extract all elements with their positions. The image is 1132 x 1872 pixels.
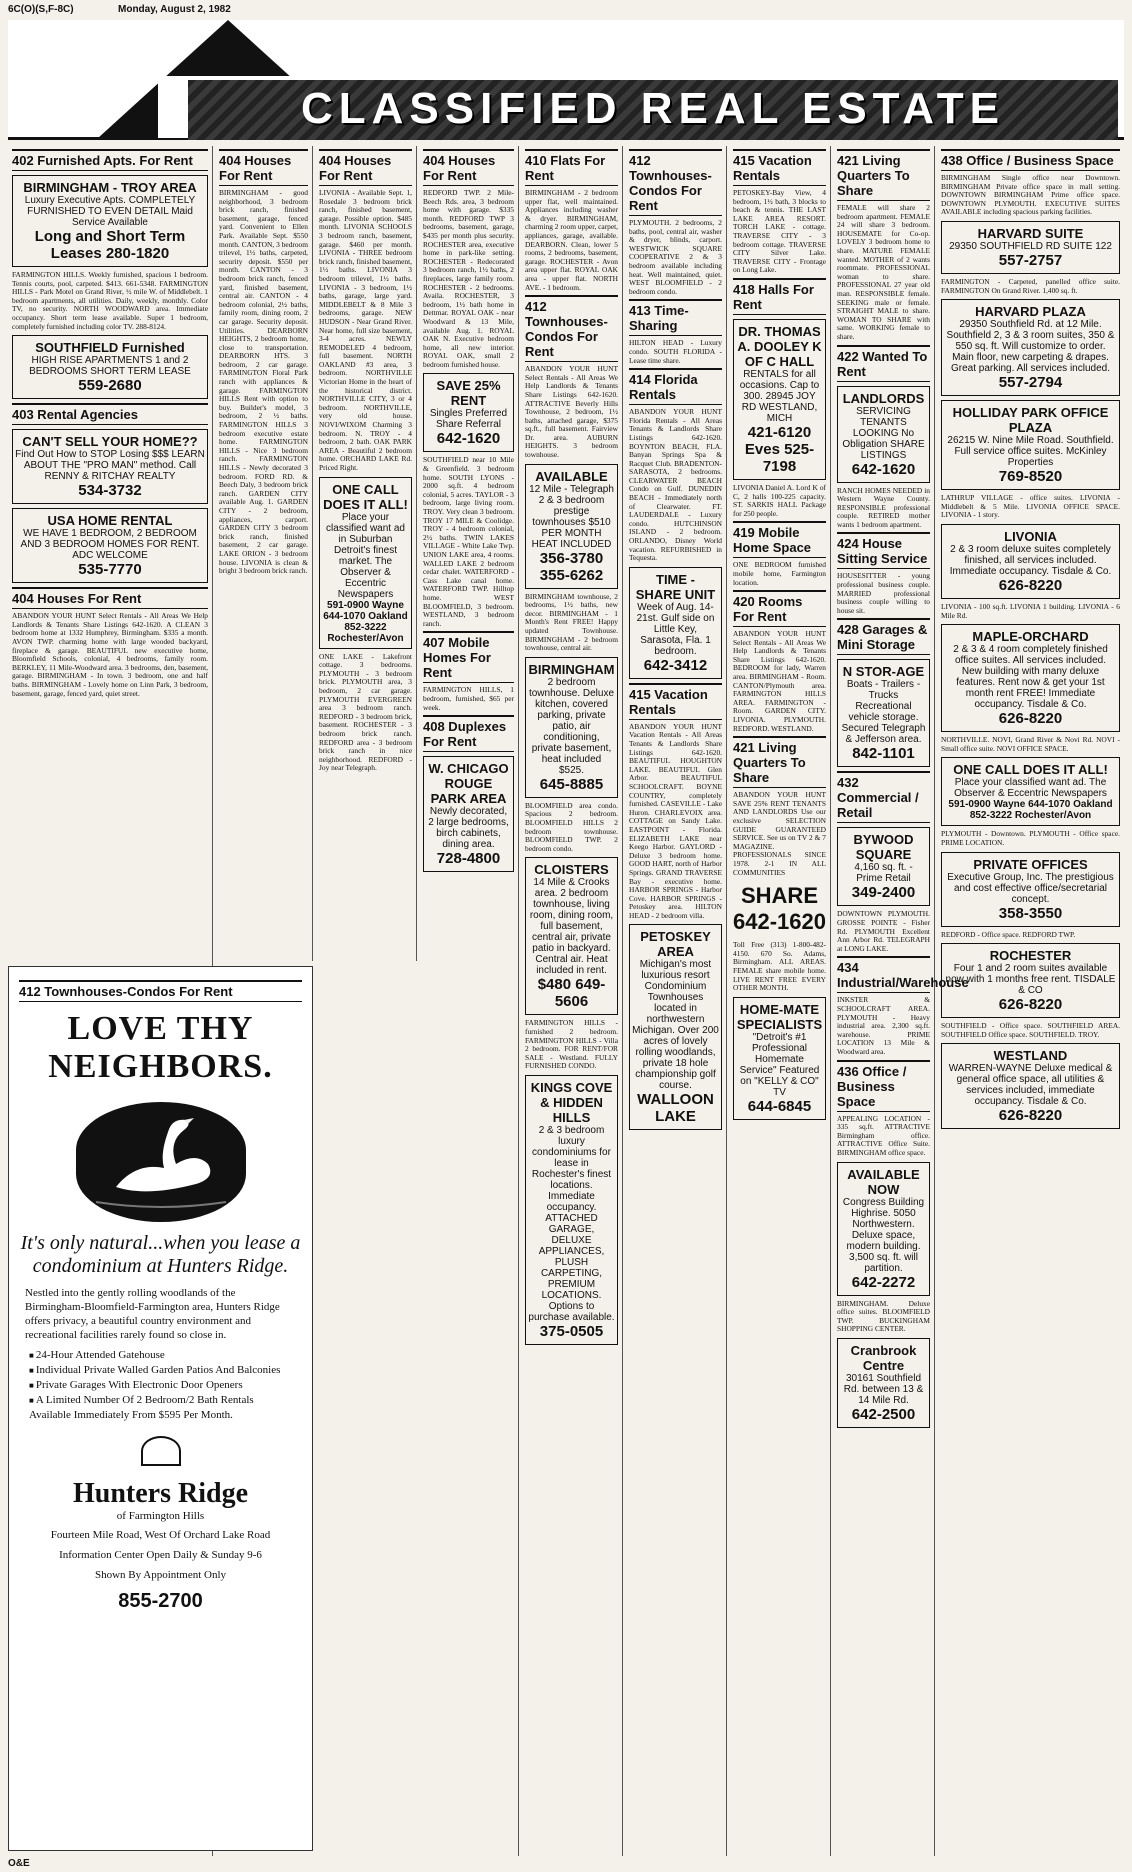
page-header [8,4,1124,18]
display-ad: Cranbrook Centre 30161 Southfield Rd. between 13 & 14 Mile Rd. 642-2500 [837,1338,930,1428]
section-heading: 403 Rental Agencies [12,403,208,425]
column-4 [419,146,519,1856]
display-ad: MAPLE-ORCHARD 2 & 3 & 4 room completely finished office suites. All services included. New building with many deluxe features. Rent now & get your 1st month rent FREE! Immediate occupancy. Tisdale & Co. 626-8220 [941,624,1120,732]
section-title: CLASSIFIED REAL ESTATE [300,84,1006,133]
swan-illustration [76,1102,246,1222]
masthead [8,20,1124,140]
section-heading: 424 House Sitting Service [837,532,930,569]
section-heading: 408 Duplexes For Rent [423,715,514,752]
classified-listings: APPEALING LOCATION - 335 sq.ft. ATTRACTIVE Birmingham office. ATTRACTIVE Office Suite. BIRMINGHAM office space. [837,1113,930,1157]
section-heading: 407 Mobile Homes For Rent [423,631,514,683]
column-7 [729,146,831,1856]
classified-listings: ABANDON YOUR HUNT Select Rentals - All Areas We Help Landlords & Tenants Share Listings 642-1620. ATTRACTIVE Beverly Hills Townhouse, 2 bedroom, 1½ baths, attached garage, $375 sq.ft., full basement. Fairview Dr. area. AUBURN HEIGHTS. 3 bedroom townhouse. [525,364,618,460]
list-item: ■ A Limited Number Of 2 Bedroom/2 Bath Rentals Available Immediately From $595 Per Month. [29,1393,292,1422]
classified-listings: BIRMINGHAM - 2 bedroom upper flat, well maintained. Appliances including washer & dryer. BIRMINGHAM, charming 2 room upper, carpet, appliances, garage, available. DEARBORN. Clean, lower 5 rooms, 2 bedrooms, basement, garage. ROCHESTER - Avon area upper flat. ROYAL OAK area - upper flat. NORTH AVE. - 1 bedroom. [525,188,618,292]
ad-address: Fourteen Mile Road, West Of Orchard Lake Road [50,1529,271,1541]
classified-listings: RANCH HOMES NEEDED in Western Wayne County. RESPONSIBLE professional couple. RETIRED mother wants 1 bedroom apartment. [837,485,930,529]
section-heading: 404 Houses For Rent [219,149,308,186]
display-ad: CAN'T SELL YOUR HOME?? Find Out How to STOP Losing $$$ LEARN ABOUT THE "PRO MAN" method. Call RENNY & RITCHAY REALTY 534-3732 [12,429,208,504]
display-ad: W. CHICAGO ROUGE PARK AREA Newly decorated, 2 large bedrooms, birch cabinets, dining area. 728-4800 [423,756,514,872]
classified-listings: PLYMOUTH. 2 bedrooms, 2 baths, pool, central air, washer & dryer, blinds, carport. WESTWICK SQUARE COOPERATIVE 2 & 3 bedroom available including heat. Well maintained, quiet. WEST BLOOMFIELD - 2 bedroom condo. [629,218,722,296]
ad-body: Nestled into the gently rolling woodlands of the Birmingham-Bloomfield-Farmington area, Hunters Ridge offers privacy, a beautiful country environment and recreational facilities rarely found so close in. [25,1287,280,1341]
display-ad: CLOISTERS 14 Mile & Crooks area. 2 bedroom townhouse, living room, dining room, full basement, central air, private patio in backyard. Central air. Heat included in rent. $480 649-5606 [525,857,618,1015]
section-heading: 432 Commercial / Retail [837,771,930,823]
section-heading: 421 Living Quarters To Share [733,736,826,788]
classified-listings: HOUSESITTER - young professional business couple. MARRIED professional business couple willing to house sit. [837,571,930,615]
section-heading: 434 Industrial/Warehouse [837,956,930,993]
section-heading: 404 Houses For Rent [319,149,412,186]
classified-listings: LIVONIA Daniel A. Lord K of C, 2 halls 100-225 capacity. ST. SARKIS HALL Package for 250 people. [733,482,826,518]
display-ad: AVAILABLE 12 Mile - Telegraph 2 & 3 bedroom prestige townhouses $510 PER MONTH HEAT INCLUDED 356-3780 355-6262 [525,464,618,589]
classified-listings: ABANDON YOUR HUNT Vacation Rentals - All Areas Tenants & Landlords Share Listings 642-1620. BEAUTIFUL HOUGHTON LAKE. BEAUTIFUL Glen Arbor. BEAUTIFUL SCHOOLCRAFT. BOYNE COUNTRY, completely furnished. CASEVILLE - Lake Huron. CHARLEVOIX area. COTTAGE on Sandy Lake. EASTPOINT - Florida. ELIZABETH LAKE near Keego Harbor. GAYLORD - Deluxe 3 bedroom home. GOOD HART, north of Harbor Springs. GRAND TRAVERSE Bay - executive home. HARBOR SPRINGS - Harbor Cove. HARBOR SPRINGS - Petoskey area. HILTON HEAD - 2 bedroom villa. [629,721,722,920]
classified-listings: LATHRUP VILLAGE - office suites. LIVONIA - Middlebelt & 5 Mile. LIVONIA OFFICE SPACE. LIVONIA - 1 story. [941,493,1120,520]
section-heading: 419 Mobile Home Space [733,521,826,558]
column-8 [833,146,969,1856]
display-ad: DR. THOMAS A. DOOLEY K OF C HALL RENTALS for all occasions. Cap to 300. 28945 JOY RD WESTLAND, MICH 421-6120 Eves 525-7198 [733,319,826,480]
column-5 [521,146,623,1856]
display-ad: PRIVATE OFFICES Executive Group, Inc. The prestigious and cost effective office/secretarial concept. 358-3550 [941,852,1120,927]
display-ad: TIME - SHARE UNIT Week of Aug. 14-21st. Gulf side on Little Key, Sarasota, Fla. 1 bedroom. 642-3412 [629,567,722,679]
hunters-ridge-display-ad [8,966,313,1851]
display-ad: ONE CALL DOES IT ALL! Place your classified want ad. The Observer & Eccentric Newspapers 591-0900 Wayne 644-1070 Oakland 852-3222 Rochester/Avon [941,757,1120,826]
classified-listings: REDFORD TWP. 2 Mile-Beech Rds. area, 3 bedroom home with garage. $335 month. REDFORD TWP 3 bedrooms, basement, garage, $435 per month plus security. ROCHESTER area, executive home in park-like setting. ROCHESTER - Redecorated 3 bedroom ranch, 1½ baths, 2 fireplaces, large family room. ROCHESTER - 2 bedrooms. Availa. ROCHESTER, 3 bedroom, 1½ bath home in Dettmar. ROYAL OAK - near Woodward & 13 Mile, available Aug. 1. ROYAL OAK N. Executive bedroom home, all new interior. ROYAL OAK, small 2 bedroom furnished house. [423,188,514,369]
ad-appointment: Shown By Appointment Only [94,1569,227,1581]
section-banner [188,80,1118,140]
classified-listings: ABANDON YOUR HUNT Select Rentals - All Areas We Help Landlords & Tenants Share Listings 642-1620. A CLEAN 3 bedroom home at 1332 Humphrey, Birmingham. $335 a month. AVON TWP. charming home with large wooded backyard, fireplace & garage. BEAUTIFUL new executive home, Bloomfield Schools, colonial, 4 bedrooms, family room. BERKLEY, 11 Mile-Woodward area. 3 bedrooms, den, basement, garage. BIRMINGHAM - In town. 3 bedroom, one and half baths. BIRMINGHAM - Lovely home on Linn Park, 3 bedroom, basement, garage, fenced yard, quiet street. [12,611,208,698]
display-ad: USA HOME RENTAL WE HAVE 1 BEDROOM, 2 BEDROOM AND 3 BEDROOM HOMES FOR RENT. ADC WELCOME 535-7770 [12,508,208,583]
column-2 [215,146,313,961]
section-heading: 413 Time-Sharing [629,299,722,336]
classified-listings: DOWNTOWN PLYMOUTH. GROSSE POINTE - Fisher Rd. PLYMOUTH Excellent Ann Arbor Rd. TELEGRAPH at LONG LAKE. [837,909,930,953]
section-heading: 414 Florida Rentals [629,368,722,405]
section-heading: 410 Flats For Rent [525,149,618,186]
section-heading: 402 Furnished Apts. For Rent [12,149,208,171]
section-heading: 404 Houses For Rent [12,587,208,609]
display-ad: HARVARD PLAZA 29350 Southfield Rd. at 12 Mile. Southfield 2, 3 & 3 room suites, 350 & 550 sq. ft. Will customize to order. Main floor, new carpeting & drapes. Great parking. All services included. 557-2794 [941,299,1120,396]
display-ad: HOME-MATE SPECIALISTS "Detroit's #1 Professional Homemate Service" Featured on "KELLY & CO" TV 644-6845 [733,997,826,1120]
column-9 [937,146,1124,1856]
brand-name: Hunters Ridge [73,1478,248,1509]
classified-listings: BLOOMFIELD area condo. Spacious 2 bedroom. BLOOMFIELD HILLS 2 bedroom townhouse. BLOOMFIELD TWP. 2 bedroom condo. [525,800,618,853]
classified-listings: ABANDON YOUR HUNT SAVE 25% RENT TENANTS AND LANDLORDS Use our exclusive SELECTION GUIDE GUARANTEED SERVICE. See us on TV 2 & 7 MAGAZINE. PROFESSIONALS SINCE 1978. 2-1 IN ALL COMMUNITIES [733,790,826,877]
share-phone-callout: SHARE 642-1620 [733,883,826,935]
ad-headline: LOVE THY NEIGHBORS. [48,1010,273,1085]
section-heading: 412 Townhouses-Condos For Rent [629,149,722,216]
display-ad: HOLLIDAY PARK OFFICE PLAZA 26215 W. Nine Mile Road. Southfield. Full service office suites. McKinley Properties 769-8520 [941,400,1120,490]
display-ad: LANDLORDS SERVICING TENANTS LOOKING No Obligation SHARE LISTINGS 642-1620 [837,386,930,483]
display-ad: AVAILABLE NOW Congress Building Highrise. 5050 Northwestern. Deluxe space, modern building. 3,500 sq. ft. will partition. 642-2272 [837,1162,930,1296]
classified-listings: LIVONIA - Available Sept. 1, Rosedale 3 bedroom brick ranch, finished basement, garage. Possible option. $485 month. LIVONIA SCHOOLS 3 bedroom ranch, basement, garage. $460 per month. LIVONIA - THREE bedroom brick ranch, finished basement, 1½ baths. LIVONIA 3 bedroom trilevel, 1½ baths. LIVONIA - 3 bedroom, 1½ baths, garage, large yard. MIDDLEBELT & 8 Mile 3 bedrooms, garage. NEW HUDSON - Near Grand River. Near home, full size basement, 3-4 acres. NEWLY REMODELED 4 bedroom, full basement. NORTH OAKLAND #3 area, 3 bedroom. NORTHVILLE Victorian Home in the heart of the historical district. NORTHVILLE CITY, 3 or 4 bedroom. NORTHVILLE, very old house. NOVI/WIXOM Charming 3 bedroom. N. TROY - 4 bedroom, 2 bath. OAK PARK AREA - Beautiful 2 bedroom home. ORCHARD LAKE Rd. Priced Right. [319,188,412,472]
classified-listings: PLYMOUTH - Downtown. PLYMOUTH - Office space. PRIME LOCATION. [941,829,1120,847]
classified-listings: PETOSKEY-Bay View, 4 bedroom, 1½ bath, 3 blocks to beach & tennis. THE LAST LAKE AREA RESORT. TORCH LAKE - cottage. TRAVERSE CITY - 3 bedroom cottage. TRAVERSE CITY Silver Lake. TRAVERSE CITY - Frontage on Long Lake. [733,188,826,275]
display-ad: ROCHESTER Four 1 and 2 room suites available now with 1 months free rent. TISDALE & CO 626-8220 [941,943,1120,1018]
column-6 [625,146,727,1856]
amenity-list [29,1348,292,1422]
ad-phone: 855-2700 [118,1590,203,1612]
display-ad: SOUTHFIELD Furnished HIGH RISE APARTMENTS 1 and 2 BEDROOMS SHORT TERM LEASE 559-2680 [12,335,208,399]
section-heading: 415 Vacation Rentals [733,149,826,186]
list-item: ■ 24-Hour Attended Gatehouse [29,1348,292,1363]
classified-listings: REDFORD - Office space. REDFORD TWP. [941,929,1076,939]
classified-listings: HILTON HEAD - Luxury condo. SOUTH FLORIDA - Lease time share. [629,338,722,365]
hunters-ridge-logo-icon [141,1436,181,1466]
classified-listings: BIRMINGHAM - good neighborhood, 3 bedroom brick ranch, finished basement, garage, fenced yard. Convenient to Ellen Park. Available Sept. $550 month. CANTON, 3 bedroom trilevel, 1½ baths, carpeted, security deposit. $550 per month. CANTON - 3 bedroom brick ranch, fenced yard, finished basement, central air. CANTON - 4 bedroom colonial, 2½ baths, family room, dining room, 2 car garage. Security deposit. Utilities. DEARBORN HEIGHTS, 2 bedroom home, close to transportation. DEARBORN HTS. 3 bedroom, 2 car garage. FARMINGTON Floral Park ranch with appliances & garage. FARMINGTON HILLS Rent with option to buy. Builder's model, 3 bedroom, 2 ½ baths. FARMINGTON HILLS 3 bedroom executive estate home. FARMINGTON HILLS - Nice 3 bedroom ranch. FARMINGTON HILLS - Newly decorated 3 bedroom. FORD RD. & Beech Daly, 3 bedroom brick ranch. GARDEN CITY available Aug. 1. GARDEN CITY - 2 bedroom, appliances, carport. GARDEN CITY 3 bedroom brick ranch, finished basement, 2 car garage. LAKE ORION - 3 bedroom house. LIVONIA is clean & bright 3 bedroom brick ranch. [219,188,308,576]
display-ad: SAVE 25% RENT Singles Preferred Share Referral 642-1620 [423,373,514,452]
classified-columns [8,146,1124,1856]
display-ad: KINGS COVE & HIDDEN HILLS 2 & 3 bedroom luxury condominiums for lease in Rochester's finest locations. Immediate occupancy. ATTACHED GARAGE, DELUXE APPLIANCES, PLUSH CARPETING, PREMIUM LOCATIONS. Options to purchase available. 375-0505 [525,1075,618,1345]
classified-listings: NORTHVILLE. NOVI, Grand River & Novi Rd. NOVI - Small office suite. NOVI OFFICE SPACE. [941,735,1120,753]
section-heading: 420 Rooms For Rent [733,590,826,627]
display-ad: BIRMINGHAM - TROY AREA Luxury Executive Apts. COMPLETELY FURNISHED TO EVEN DETAIL Maid Service Available Long and Short Term Leases 280-1820 [12,175,208,267]
classified-listings: BIRMINGHAM townhouse, 2 bedrooms, 1½ baths, new decor. BIRMINGHAM - 1 Month's Rent FREE! Happy updated Townhouse. BIRMINGHAM - 2 bedroom townhouse, central air. [525,591,618,653]
classified-listings: FARMINGTON HILLS - furnished 2 bedroom. FARMINGTON HILLS - Villa 2 bedroom. FOR RENT/FOR SALE - Westland. FULLY FURNISHED CONDO. [525,1018,618,1071]
column-3 [315,146,417,961]
classified-listings: FARMINGTON HILLS. Weekly furnished, spacious 1 bedroom. Tennis courts, pool, carpeted. $413. 661-5348. FARMINGTON HILLS - Park Motel on Grand River, ½ mile W. of Middlebelt. 1 bedroom apartments, all utilities. Daily, weekly, monthly. Color TV, no security. NORTH WOODWARD area. Immediate occupancy. Short term lease available. Super 1 bedroom, completely furnished including color TV. 288-8124. [12,270,208,331]
classified-listings: ONE BEDROOM furnished mobile home, Farmington location. [733,560,826,587]
list-item: ■ Private Garages With Electronic Door Openers [29,1378,292,1393]
classified-listings: INKSTER & SCHOOLCRAFT AREA. PLYMOUTH - Heavy industrial area. 2,300 sq.ft. warehouse. PRIME LOCATION 13 Mile & Woodward area. [837,995,930,1056]
section-heading: 418 Halls For Rent [733,278,826,315]
classified-listings: FARMINGTON HILLS, 1 bedroom, furnished, $65 per week. [423,685,514,712]
section-heading: 412 Townhouses-Condos For Rent [19,980,302,1002]
page-number: 6C(O)(S,F-8C) [8,4,74,15]
classified-listings: ABANDON YOUR HUNT Select Rentals - All Areas We Help Landlords & Tenants Share Listings 642-1620. BEDROOM for lady, Warren area. BIRMINGHAM - Room. CANTON/Plymouth area. FARMINGTON HILLS AREA. FARMINGTON - Room. GARDEN CITY. LIVONIA. PLYMOUTH. REDFORD. WESTLAND. [733,629,826,733]
display-ad: ONE CALL DOES IT ALL! Place your classified want ad in Suburban Detroit's finest market. The Observer & Eccentric Newspapers 591-0900 Wayne 644-1070 Oakland 852-3222 Rochester/Avon [319,477,412,649]
classified-listings: BIRMINGHAM Single office near Downtown. BIRMINGHAM Private office space in mall setting. DOWNTOWN BIRMINGHAM Prime office space. DOWNTOWN PLYMOUTH. EXECUTIVE SUITES AVAILABLE including spacious parking facilities. [941,173,1120,217]
ad-hours: Information Center Open Daily & Sunday 9-6 [59,1549,262,1561]
display-ad: BIRMINGHAM 2 bedroom townhouse. Deluxe kitchen, covered parking, private patio, air conditioning, private basement, heat included $525. 645-8885 [525,657,618,798]
display-ad: HARVARD SUITE 29350 SOUTHFIELD RD SUITE 122 557-2757 [941,221,1120,274]
classified-listings: ONE LAKE - Lakefront cottage. 3 bedrooms. PLYMOUTH - 3 bedroom brick. PLYMOUTH area, 3 bedroom, 2 car garage. PLYMOUTH EVERGREEN area 3 bedroom ranch. REDFORD - 3 bedroom brick, basement. ROCHESTER - 3 bedroom brick ranch. REDFORD area - 3 bedroom brick ranch in nice neighborhood. REDFORD - Joy near Telegraph. [319,651,412,773]
classified-listings: BIRMINGHAM. Deluxe office suites. BLOOMFIELD TWP. BUCKINGHAM SHOPPING CENTER. [837,1298,930,1334]
section-heading: 421 Living Quarters To Share [837,149,930,201]
classified-listings: LIVONIA - 100 sq.ft. LIVONIA 1 building. LIVONIA - 6 Mile Rd. [941,601,1120,620]
ad-subhead: It's only natural...when you lease a condominium at Hunters Ridge. [20,1232,301,1277]
display-ad: WESTLAND WARREN-WAYNE Deluxe medical & general office space, all utilities & services included, immediate occupancy. Tisdale & Co. 626-8220 [941,1043,1120,1129]
section-heading: 438 Office / Business Space [941,149,1120,171]
classified-listings: ABANDON YOUR HUNT Florida Rentals - All Areas Tenants & Landlords Share Listings 642-1620. BOYNTON BEACH, FLA. Banyan Springs Spa & Racquet Club. BRADENTON-SARASOTA, 2 bedrooms. CLEARWATER BEACH Condo on Gulf. DUNEDIN BEACH - Immediately north of Clearwater. FT. LAUDERDALE - Luxury condo. HUTCHINSON ISLAND - 2 bedroom. ORLANDO, Disney World vacation. REFURBISHED in Tequesta. [629,407,722,563]
classified-listings: SOUTHFIELD - Office space. SOUTHFIELD AREA. SOUTHFIELD Office space. SOUTHFIELD. TROY. [941,1021,1120,1039]
section-heading: 422 Wanted To Rent [837,345,930,382]
display-ad: N STOR-AGE Boats - Trailers - Trucks Recreational vehicle storage. Secured Telegraph & Jefferson area. 842-1101 [837,659,930,767]
display-ad: PETOSKEY AREA Michigan's most luxurious resort Condominium Townhouses located in northwestern Michigan. Over 200 acres of lovely rolling woodlands, private 18 hole championship golf course. WALLOON LAKE [629,924,722,1130]
page-date: Monday, August 2, 1982 [118,4,231,15]
display-ad: BYWOOD SQUARE 4,160 sq. ft. - Prime Retail 349-2400 [837,827,930,906]
classified-listings: SOUTHFIELD near 10 Mile & Greenfield. 3 bedroom home. SOUTH LYONS - 2000 sq.ft. 4 bedroom colonial, 5 acres. TAYLOR - 3 bedroom, large living room. TROY. Very clean 3 bedroom. TROY 17 MILE & Coolidge. TROY - 4 bedroom colonial, 2½ baths. TWIN LAKES VILLAGE - White Lake Twp. UNION LAKE area, 4 rooms. WALLED LAKE 2 bedroom cedar chalet. WATERFORD - Cass Lake canal home. WATERFORD TWP. Hilltop home. WEST BLOOMFIELD, 3 bedroom. WESTLAND, 3 bedroom ranch. [423,455,514,628]
brand-subtitle: of Farmington Hills [116,1510,205,1522]
section-heading: 415 Vacation Rentals [629,683,722,720]
section-heading: 436 Office / Business Space [837,1060,930,1112]
page-footer: O&E [8,1858,30,1869]
classified-listings: FARMINGTON - Carpeted, panelled office suite. FARMINGTON On Grand River. 1,400 sq. ft. [941,276,1120,295]
display-ad: LIVONIA 2 & 3 room deluxe suites completely finished, all services included. Immediate occupancy. Tisdale & Co. 626-8220 [941,524,1120,599]
list-item: ■ Individual Private Walled Garden Patios And Balconies [29,1363,292,1378]
section-heading: 404 Houses For Rent [423,149,514,186]
classified-listings: FEMALE will share 2 bedroom apartment. FEMALE 24 will share 3 bedroom. HOUSEMATE for Co-op. LOVELY 3 bedroom home to share. MATURE FEMALE wanted. MOTHER of 2 wants roommate. PROFESSIONAL woman to share. PROFESSIONAL 27 year old man. RESPONSIBLE female. SEEKING male or female. STRAIGHT MALE to share. WOMAN TO SHARE with same. WORKING female to share. [837,203,930,341]
classified-listings: Toll Free (313) 1-800-482-4150. 670 So. Adams, Birmingham. ALL AREAS. FEMALE share mobile home. LIVE RENT FREE EVERY OTHER MONTH. [733,940,826,993]
section-heading: 412 Townhouses-Condos For Rent [525,295,618,362]
section-heading: 428 Garages & Mini Storage [837,618,930,655]
